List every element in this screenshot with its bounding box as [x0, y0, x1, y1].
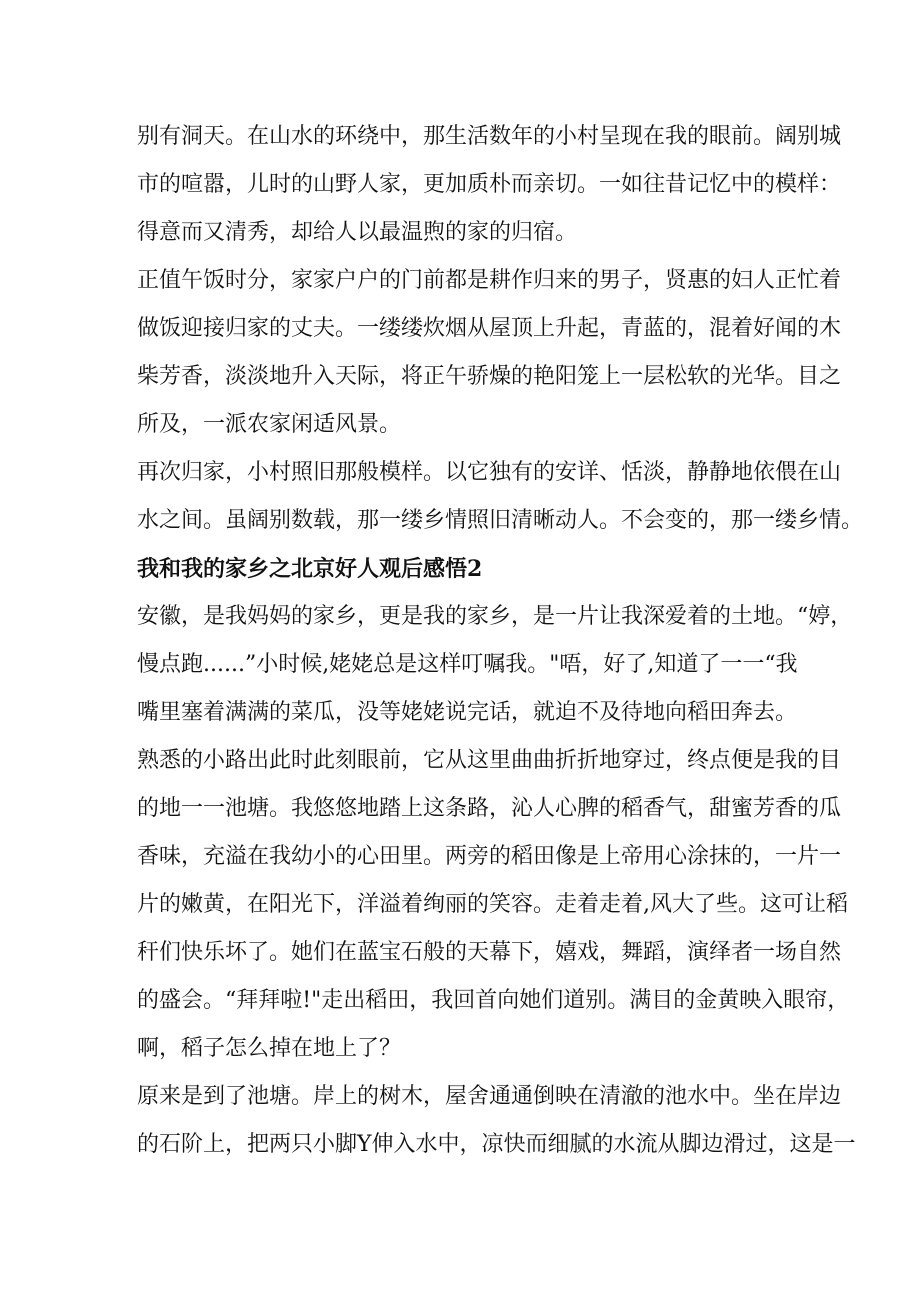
text-line: 嘴里塞着满满的菜瓜，没等姥姥说完话，就迫不及待地向稻田奔去。: [137, 700, 798, 725]
text-line: 的地一一池塘。我悠悠地踏上这条路，沁人心脾的稻香气，甜蜜芳香的瓜: [137, 796, 842, 821]
text-line: 所及，一派农家闲适风景。: [137, 412, 402, 437]
text-line: 别有洞天。在山水的环绕中，那生活数年的小村呈现在我的眼前。阔别城: [137, 124, 842, 149]
text-line: 市的喧嚣，儿时的山野人家，更加质朴而亲切。一如往昔记忆中的模样：: [137, 172, 842, 197]
text-line: 正值午饭时分，家家户户的门前都是耕作归来的男子，贤惠的妇人正忙着: [137, 268, 842, 293]
text-line: 片的嫩黄，在阳光下，洋溢着绚丽的笑容。走着走着,风大了些。这可让稻: [137, 892, 848, 917]
text-line: 的盛会。“拜拜啦!"走出稻田，我回首向她们道别。满目的金黄映入眼帘，: [137, 988, 850, 1013]
text-line: 慢点跑......”小时候,姥姥总是这样叮嘱我。"唔，好了,知道了一一“我: [137, 652, 798, 677]
text-line: 秆们快乐坏了。她们在蓝宝石般的天幕下，嬉戏，舞蹈，演绎者一场自然: [137, 940, 842, 965]
text-line: 做饭迎接归家的丈夫。一缕缕炊烟从屋顶上升起，青蓝的，混着好闻的木: [137, 316, 842, 341]
text-line: 的石阶上，把两只小脚Y伸入水中，凉快而细腻的水流从脚边滑过，这是一: [137, 1132, 856, 1157]
section-heading: 我和我的家乡之北京好人观后感悟2: [137, 556, 483, 582]
text-line: 啊，稻子怎么掉在地上了？: [137, 1036, 402, 1061]
document-body: [137, 113, 864, 1169]
text-line: 安徽，是我妈妈的家乡，更是我的家乡，是一片让我深爱着的土地。“婷，: [137, 604, 853, 629]
text-line: 原来是到了池塘。岸上的树木，屋舍通通倒映在清澈的池水中。坐在岸边: [137, 1084, 842, 1109]
text-line: 熟悉的小路出此时此刻眼前，它从这里曲曲折折地穿过，终点便是我的目: [137, 748, 842, 773]
text-line: 香味，充溢在我幼小的心田里。两旁的稻田像是上帝用心涂抹的，一片一: [137, 844, 842, 869]
text-line: 得意而又清秀，却给人以最温煦的家的归宿。: [137, 220, 578, 245]
text-line: 柴芳香，淡淡地升入天际，将正午骄燥的艳阳笼上一层松软的光华。目之: [137, 364, 842, 389]
text-line: 水之间。虽阔别数载，那一缕乡情照旧清晰动人。不会变的，那一缕乡情。: [137, 508, 864, 533]
text-line: 再次归家，小村照旧那般模样。以它独有的安详、恬淡，静静地依偎在山: [137, 460, 842, 485]
